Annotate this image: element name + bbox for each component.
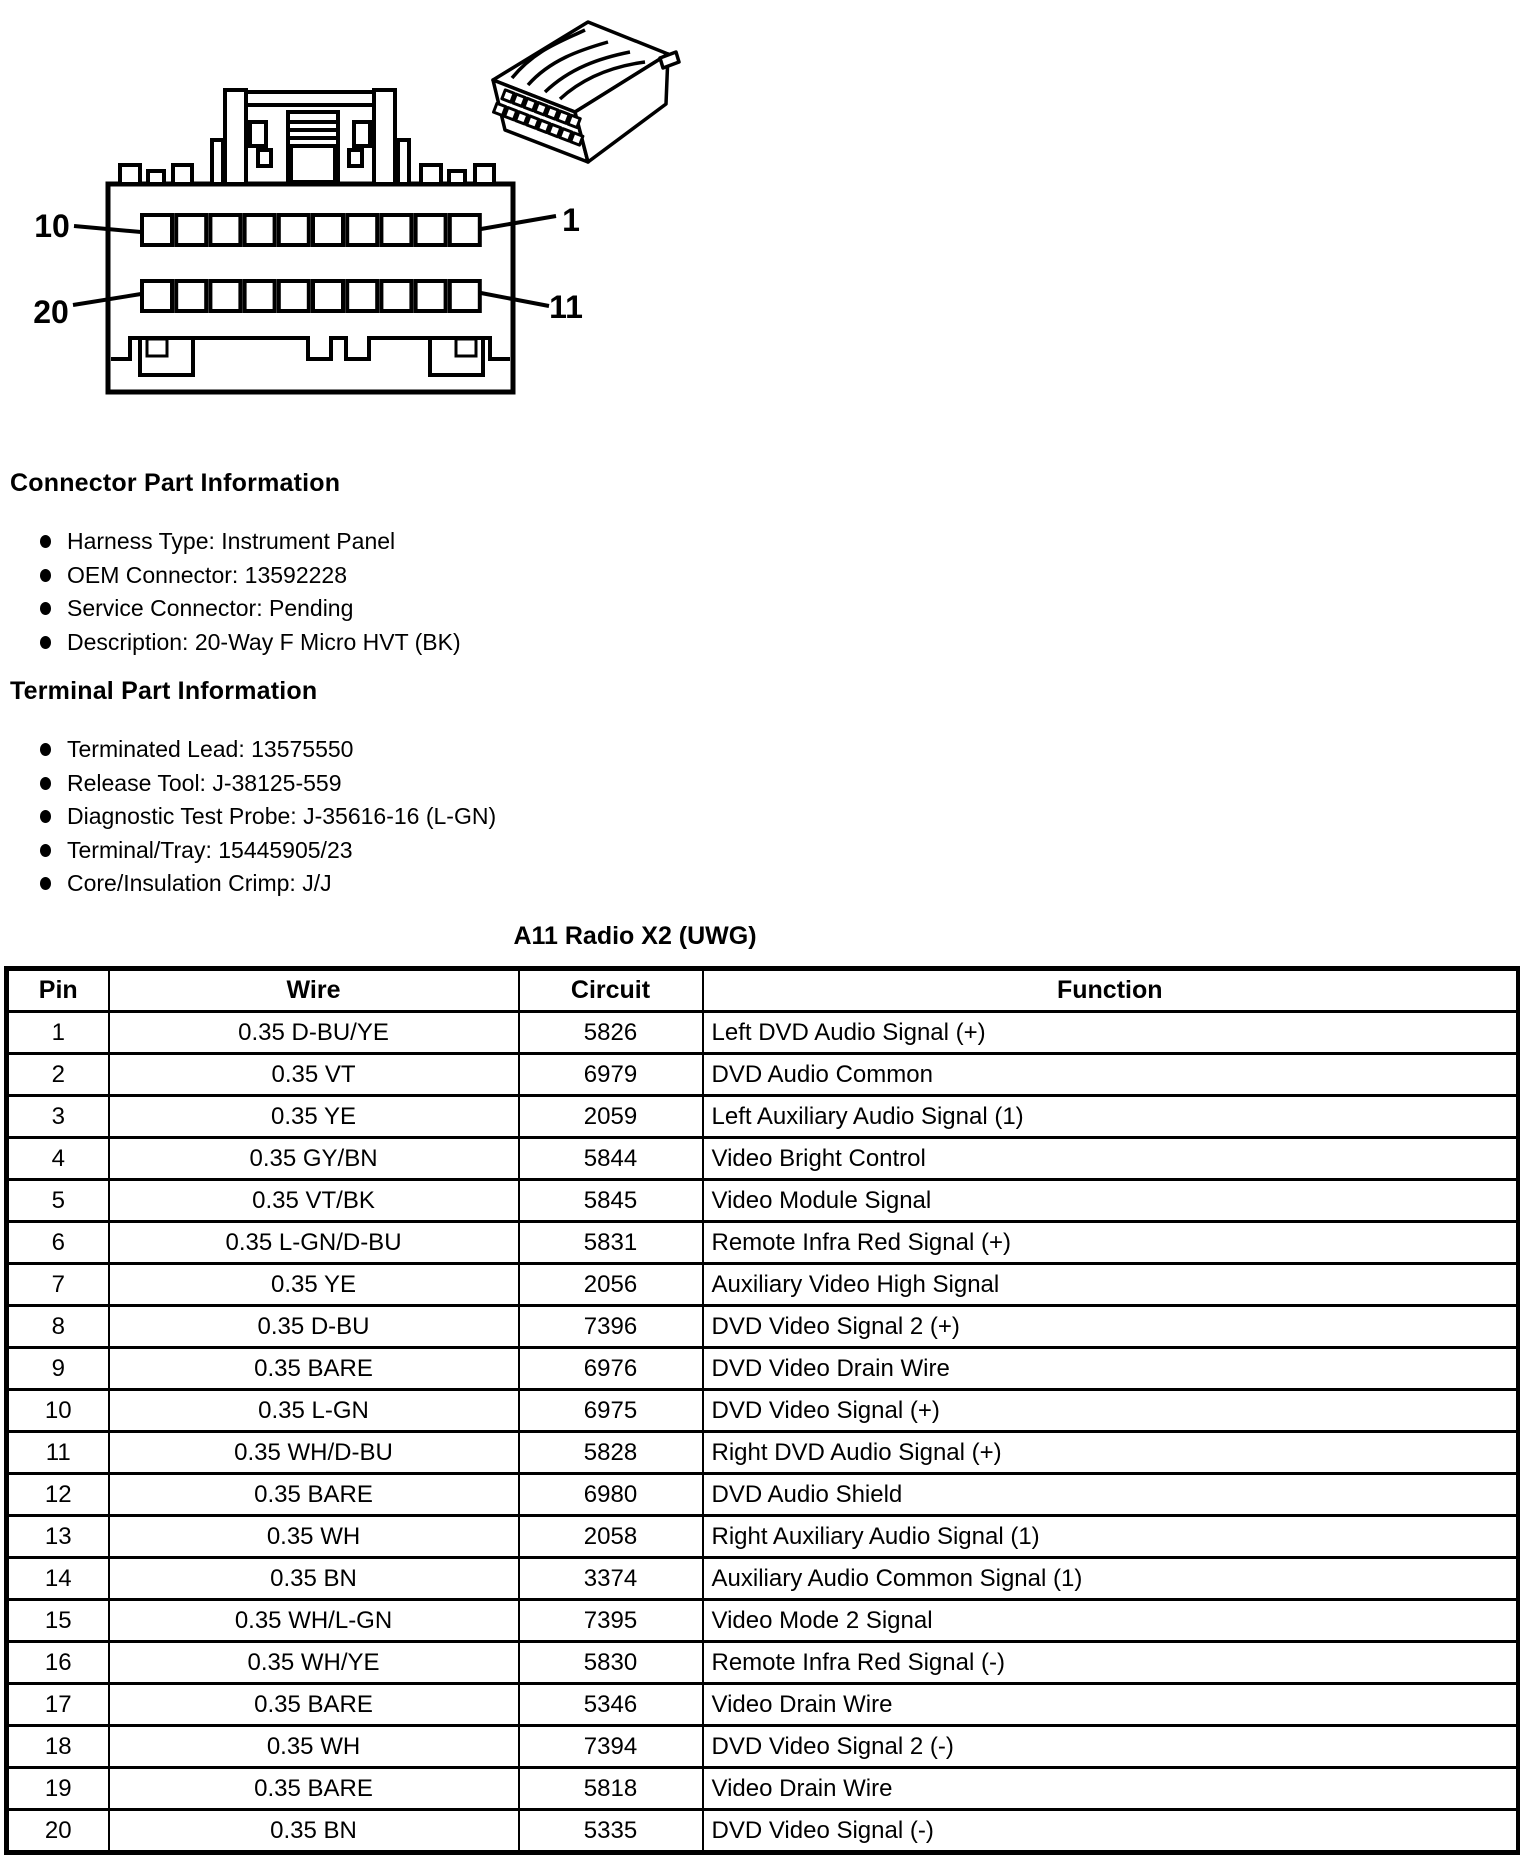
circuit-cell: 3374 — [519, 1558, 703, 1600]
table-header-row — [7, 969, 1519, 1012]
wire-cell: 0.35 BARE — [109, 1684, 519, 1726]
pin-cavity — [210, 281, 240, 311]
bullet-text: Core/Insulation Crimp: J/J — [67, 870, 332, 896]
bullet-list — [10, 525, 461, 659]
table-row — [7, 1474, 1519, 1516]
pin-cavity — [142, 281, 172, 311]
pin-cell: 7 — [7, 1264, 109, 1306]
bullet-icon — [40, 844, 51, 857]
bullet-list — [10, 733, 496, 901]
wire-cell: 0.35 YE — [109, 1096, 519, 1138]
wire-cell: 0.35 D-BU/YE — [109, 1012, 519, 1054]
bullet-text: Terminal/Tray: 15445905/23 — [67, 836, 353, 863]
function-cell: Video Drain Wire — [703, 1768, 1519, 1810]
pin-cavity — [381, 215, 411, 245]
bullet-icon — [40, 636, 51, 649]
pin-cavity — [176, 281, 206, 311]
pin-cell: 8 — [7, 1306, 109, 1348]
circuit-cell: 5335 — [519, 1810, 703, 1853]
pin-cavity — [313, 215, 343, 245]
table-row — [7, 1012, 1519, 1054]
wire-column-header: Wire — [109, 969, 519, 1012]
connector-isometric-view — [493, 22, 679, 162]
circuit-cell: 6976 — [519, 1348, 703, 1390]
pin-cell: 10 — [7, 1390, 109, 1432]
bullet-icon — [40, 777, 51, 790]
wire-cell: 0.35 WH/D-BU — [109, 1432, 519, 1474]
function-cell: Remote Infra Red Signal (-) — [703, 1642, 1519, 1684]
table-row — [7, 1684, 1519, 1726]
pin-cell: 13 — [7, 1516, 109, 1558]
wire-cell: 0.35 WH — [109, 1726, 519, 1768]
function-cell: Video Mode 2 Signal — [703, 1600, 1519, 1642]
table-title: A11 Radio X2 (UWG) — [513, 922, 757, 950]
pin-cavity — [347, 215, 377, 245]
circuit-cell: 7394 — [519, 1726, 703, 1768]
pin-column-header: Pin — [7, 969, 109, 1012]
table-row — [7, 1558, 1519, 1600]
circuit-cell: 7396 — [519, 1306, 703, 1348]
function-cell: DVD Video Drain Wire — [703, 1348, 1519, 1390]
list-item — [10, 834, 496, 868]
pin-cell: 3 — [7, 1096, 109, 1138]
pin-cavity — [279, 281, 309, 311]
table-row — [7, 1222, 1519, 1264]
table-row — [7, 1726, 1519, 1768]
bullet-icon — [40, 810, 51, 823]
table-row — [7, 1306, 1519, 1348]
function-column-header: Function — [703, 969, 1519, 1012]
circuit-cell: 6980 — [519, 1474, 703, 1516]
table-row — [7, 1348, 1519, 1390]
table-row — [7, 1810, 1519, 1853]
table-row — [7, 1390, 1519, 1432]
wire-cell: 0.35 WH/L-GN — [109, 1600, 519, 1642]
function-cell: Video Drain Wire — [703, 1684, 1519, 1726]
pin-cell: 14 — [7, 1558, 109, 1600]
list-item — [10, 867, 496, 901]
bullet-text: Terminated Lead: 13575550 — [67, 736, 354, 762]
pin-cell: 16 — [7, 1642, 109, 1684]
pinout-table-body — [7, 1012, 1519, 1853]
table-row — [7, 1180, 1519, 1222]
pin-cell: 11 — [7, 1432, 109, 1474]
circuit-cell: 2056 — [519, 1264, 703, 1306]
bullet-icon — [40, 877, 51, 890]
pin-cavity — [210, 215, 240, 245]
circuit-cell: 2059 — [519, 1096, 703, 1138]
list-item — [10, 559, 461, 593]
pin-cell: 20 — [7, 1810, 109, 1853]
wire-cell: 0.35 BARE — [109, 1348, 519, 1390]
pin-cavity — [245, 215, 275, 245]
circuit-cell: 5828 — [519, 1432, 703, 1474]
table-row — [7, 1096, 1519, 1138]
wire-cell: 0.35 D-BU — [109, 1306, 519, 1348]
circuit-cell: 6975 — [519, 1390, 703, 1432]
bullet-text: Service Connector: Pending — [67, 595, 354, 621]
table-row — [7, 1516, 1519, 1558]
bullet-text: OEM Connector: 13592228 — [67, 561, 348, 588]
wire-cell: 0.35 VT/BK — [109, 1180, 519, 1222]
table-row — [7, 1642, 1519, 1684]
bullet-text: Diagnostic Test Probe: J-35616-16 (L-GN) — [67, 803, 497, 829]
circuit-cell: 5845 — [519, 1180, 703, 1222]
circuit-cell: 5831 — [519, 1222, 703, 1264]
function-cell: Right Auxiliary Audio Signal (1) — [703, 1516, 1519, 1558]
pin-cavity — [245, 281, 275, 311]
connector-part-information-section — [10, 468, 461, 659]
circuit-cell: 5830 — [519, 1642, 703, 1684]
function-cell: DVD Video Signal 2 (-) — [703, 1726, 1519, 1768]
connector-pinout-diagram — [0, 0, 760, 420]
function-cell: DVD Audio Shield — [703, 1474, 1519, 1516]
pin-cell: 2 — [7, 1054, 109, 1096]
pin-cavity — [381, 281, 411, 311]
function-cell: Left DVD Audio Signal (+) — [703, 1012, 1519, 1054]
table-row — [7, 1138, 1519, 1180]
bullet-text: Description: 20-Way F Micro HVT (BK) — [67, 628, 461, 655]
list-item — [10, 733, 496, 767]
pin-cavity — [313, 281, 343, 311]
list-item — [10, 592, 461, 626]
pin-cavity — [347, 281, 377, 311]
circuit-cell: 5346 — [519, 1684, 703, 1726]
connector-top-latch — [120, 90, 494, 184]
pin-cell: 4 — [7, 1138, 109, 1180]
pin-label-20: 20 — [33, 294, 69, 330]
bullet-icon — [40, 743, 51, 756]
function-cell: Auxiliary Video High Signal — [703, 1264, 1519, 1306]
function-cell: Left Auxiliary Audio Signal (1) — [703, 1096, 1519, 1138]
list-item — [10, 767, 496, 801]
pin-cell: 12 — [7, 1474, 109, 1516]
function-cell: DVD Video Signal (+) — [703, 1390, 1519, 1432]
pin-cavity — [176, 215, 206, 245]
function-cell: Video Bright Control — [703, 1138, 1519, 1180]
circuit-cell: 6979 — [519, 1054, 703, 1096]
wire-cell: 0.35 WH — [109, 1516, 519, 1558]
bullet-text: Harness Type: Instrument Panel — [67, 528, 396, 554]
function-cell: Right DVD Audio Signal (+) — [703, 1432, 1519, 1474]
circuit-cell: 5844 — [519, 1138, 703, 1180]
function-cell: DVD Video Signal 2 (+) — [703, 1306, 1519, 1348]
pin-label-11: 11 — [549, 289, 583, 325]
bullet-icon — [40, 569, 51, 582]
pin-cell: 17 — [7, 1684, 109, 1726]
circuit-cell: 5818 — [519, 1768, 703, 1810]
bullet-icon — [40, 535, 51, 548]
pin-cavity — [416, 215, 446, 245]
pin-cell: 15 — [7, 1600, 109, 1642]
pin-cell: 6 — [7, 1222, 109, 1264]
table-row — [7, 1768, 1519, 1810]
list-item — [10, 525, 461, 559]
circuit-cell: 5826 — [519, 1012, 703, 1054]
pin-cell: 5 — [7, 1180, 109, 1222]
function-cell: Video Module Signal — [703, 1180, 1519, 1222]
section-heading: Connector Part Information — [10, 469, 341, 497]
pin-cell: 19 — [7, 1768, 109, 1810]
wire-cell: 0.35 L-GN/D-BU — [109, 1222, 519, 1264]
pin-cell: 18 — [7, 1726, 109, 1768]
wire-cell: 0.35 BARE — [109, 1768, 519, 1810]
table-row — [7, 1432, 1519, 1474]
wire-cell: 0.35 BN — [109, 1558, 519, 1600]
list-item — [10, 626, 461, 660]
terminal-part-information-section — [10, 676, 496, 901]
table-row — [7, 1054, 1519, 1096]
pin-cavity — [142, 215, 172, 245]
pin-label-10: 10 — [34, 208, 70, 244]
wire-cell: 0.35 BARE — [109, 1474, 519, 1516]
wire-cell: 0.35 GY/BN — [109, 1138, 519, 1180]
list-item — [10, 800, 496, 834]
circuit-column-header: Circuit — [519, 969, 703, 1012]
pinout-table — [4, 966, 1520, 1855]
section-heading: Terminal Part Information — [10, 677, 318, 705]
wire-cell: 0.35 BN — [109, 1810, 519, 1853]
pin-cavity — [416, 281, 446, 311]
table-row — [7, 1600, 1519, 1642]
pin-cell: 1 — [7, 1012, 109, 1054]
function-cell: Remote Infra Red Signal (+) — [703, 1222, 1519, 1264]
function-cell: Auxiliary Audio Common Signal (1) — [703, 1558, 1519, 1600]
wire-cell: 0.35 VT — [109, 1054, 519, 1096]
pin-cell: 9 — [7, 1348, 109, 1390]
wire-cell: 0.35 L-GN — [109, 1390, 519, 1432]
pin-cavity — [279, 215, 309, 245]
pin-label-1: 1 — [562, 202, 580, 238]
bullet-icon — [40, 602, 51, 615]
pin-cavity — [450, 281, 480, 311]
wire-cell: 0.35 WH/YE — [109, 1642, 519, 1684]
function-cell: DVD Video Signal (-) — [703, 1810, 1519, 1853]
wire-cell: 0.35 YE — [109, 1264, 519, 1306]
table-row — [7, 1264, 1519, 1306]
bullet-text: Release Tool: J-38125-559 — [67, 769, 342, 796]
circuit-cell: 7395 — [519, 1600, 703, 1642]
function-cell: DVD Audio Common — [703, 1054, 1519, 1096]
circuit-cell: 2058 — [519, 1516, 703, 1558]
pin-cavity — [450, 215, 480, 245]
